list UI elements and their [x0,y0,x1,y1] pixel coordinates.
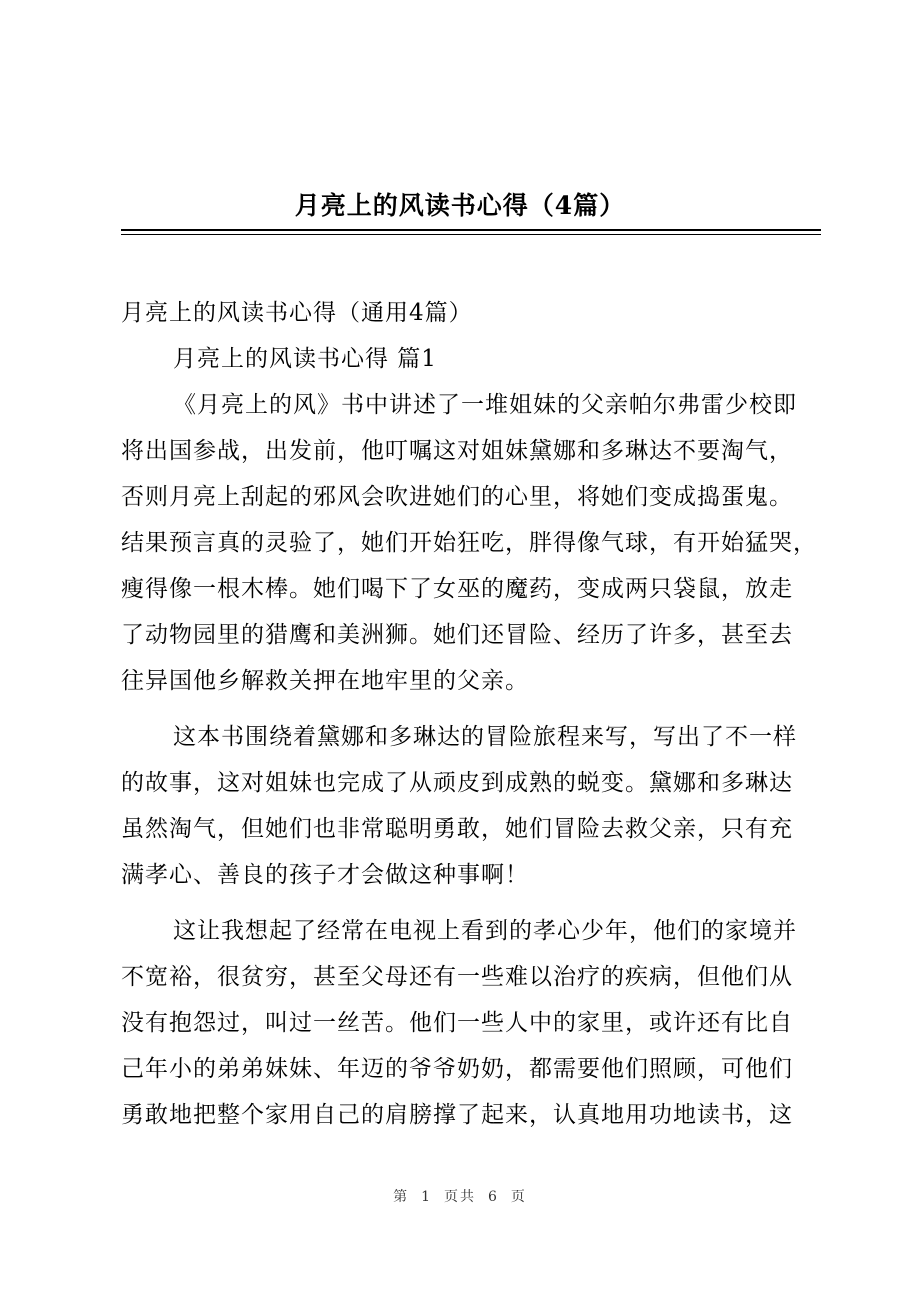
paragraph-line: 否则月亮上刮起的邪风会吹进她们的心里，将她们变成捣蛋鬼。 [121,484,793,510]
title-rule-thin [121,234,821,235]
page-footer [0,1186,920,1206]
paragraph-line: 了动物园里的猎鹰和美洲狮。她们还冒险、经历了许多，甚至去 [121,622,793,648]
paragraph-line: 不宽裕，很贫穷，甚至父母还有一些难以治疗的疾病，但他们从 [121,964,793,990]
document-title: 月亮上的风读书心得（4篇） [294,191,626,220]
document-body [121,290,821,1138]
paragraph-gap [121,898,821,908]
paragraph-line: 将出国参战，出发前，他叮嘱这对姐妹黛娜和多琳达不要淘气， [121,438,793,464]
paragraph-line: 满孝心、善良的孩子才会做这种事啊！ [121,862,529,888]
paragraph-line: 瘦得像一根木棒。她们喝下了女巫的魔药，变成两只袋鼠，放走 [121,576,793,602]
paragraph-line: 这让我想起了经常在电视上看到的孝心少年，他们的家境并 [173,918,797,944]
paragraph-gap [121,704,821,714]
paragraph-line: 往异国他乡解救关押在地牢里的父亲。 [121,668,529,694]
paragraph-line: 这本书围绕着黛娜和多琳达的冒险旅程来写，写出了不一样 [173,724,797,750]
paragraph-line: 虽然淘气，但她们也非常聪明勇敢，她们冒险去救父亲，只有充 [121,816,793,842]
footer-prefix: 第 [393,1189,410,1205]
paragraph-line: 己年小的弟弟妹妹、年迈的爷爷奶奶，都需要他们照顾，可他们 [121,1056,793,1082]
footer-total-pages: 6 [488,1189,499,1205]
section-heading: 月亮上的风读书心得 篇1 [173,346,437,372]
title-rule-thick [121,229,821,231]
paragraph-line: 《月亮上的风》书中讲述了一堆姐妹的父亲帕尔弗雷少校即 [173,392,797,418]
paragraph-2 [121,714,821,898]
paragraph-3 [121,908,821,1138]
document-subtitle: 月亮上的风读书心得（通用4篇） [121,300,473,326]
footer-suffix: 页 [510,1189,527,1205]
footer-middle: 页共 [444,1189,476,1205]
footer-current-page: 1 [421,1189,432,1205]
paragraph-line: 的故事，这对姐妹也完成了从顽皮到成熟的蜕变。黛娜和多琳达 [121,770,793,796]
paragraph-line: 结果预言真的灵验了，她们开始狂吃，胖得像气球，有开始猛哭， [121,530,817,556]
paragraph-line: 没有抱怨过，叫过一丝苦。他们一些人中的家里，或许还有比自 [121,1010,793,1036]
paragraph-line: 勇敢地把整个家用自己的肩膀撑了起来，认真地用功地读书，这 [121,1102,793,1128]
paragraph-1 [121,382,821,704]
